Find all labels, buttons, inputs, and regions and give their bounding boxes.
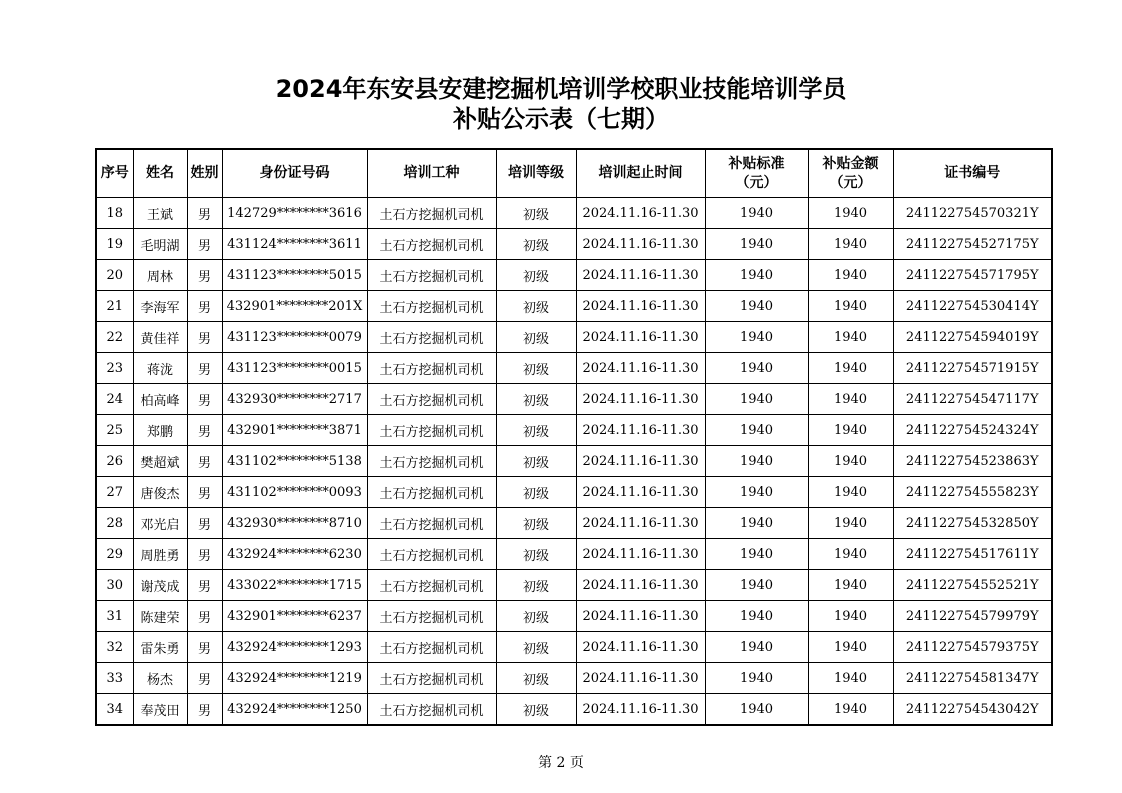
cell-amount: 1940 xyxy=(808,322,893,353)
cell-level: 初级 xyxy=(496,632,576,663)
cell-standard: 1940 xyxy=(705,601,808,632)
cell-level: 初级 xyxy=(496,477,576,508)
cell-gender: 男 xyxy=(187,353,222,384)
table-row xyxy=(96,260,1052,291)
cell-cert: 241122754552521Y xyxy=(893,570,1052,601)
cell-name: 王斌 xyxy=(133,198,187,229)
cell-cert: 241122754543042Y xyxy=(893,694,1052,726)
cell-trade: 土石方挖掘机司机 xyxy=(367,446,496,477)
cell-id: 431123********0015 xyxy=(222,353,367,384)
table-row xyxy=(96,291,1052,322)
cell-standard: 1940 xyxy=(705,508,808,539)
cell-amount: 1940 xyxy=(808,694,893,726)
cell-amount: 1940 xyxy=(808,477,893,508)
cell-name: 樊超斌 xyxy=(133,446,187,477)
cell-cert: 241122754527175Y xyxy=(893,229,1052,260)
cell-period: 2024.11.16-11.30 xyxy=(576,353,705,384)
cell-seq: 31 xyxy=(96,601,133,632)
cell-level: 初级 xyxy=(496,570,576,601)
cell-gender: 男 xyxy=(187,570,222,601)
cell-standard: 1940 xyxy=(705,570,808,601)
cell-gender: 男 xyxy=(187,694,222,726)
table-row xyxy=(96,663,1052,694)
cell-name: 黄佳祥 xyxy=(133,322,187,353)
cell-trade: 土石方挖掘机司机 xyxy=(367,291,496,322)
cell-cert: 241122754532850Y xyxy=(893,508,1052,539)
cell-id: 432930********2717 xyxy=(222,384,367,415)
cell-id: 432924********1293 xyxy=(222,632,367,663)
cell-standard: 1940 xyxy=(705,415,808,446)
cell-trade: 土石方挖掘机司机 xyxy=(367,632,496,663)
cell-amount: 1940 xyxy=(808,663,893,694)
cell-amount: 1940 xyxy=(808,198,893,229)
cell-gender: 男 xyxy=(187,601,222,632)
cell-seq: 29 xyxy=(96,539,133,570)
cell-amount: 1940 xyxy=(808,229,893,260)
cell-cert: 241122754555823Y xyxy=(893,477,1052,508)
table-row xyxy=(96,446,1052,477)
cell-trade: 土石方挖掘机司机 xyxy=(367,477,496,508)
cell-trade: 土石方挖掘机司机 xyxy=(367,508,496,539)
header-amount-line-2: （元） xyxy=(829,174,872,191)
cell-name: 柏高峰 xyxy=(133,384,187,415)
cell-name: 谢茂成 xyxy=(133,570,187,601)
cell-trade: 土石方挖掘机司机 xyxy=(367,198,496,229)
cell-gender: 男 xyxy=(187,260,222,291)
cell-trade: 土石方挖掘机司机 xyxy=(367,415,496,446)
cell-trade: 土石方挖掘机司机 xyxy=(367,322,496,353)
cell-period: 2024.11.16-11.30 xyxy=(576,229,705,260)
cell-level: 初级 xyxy=(496,446,576,477)
cell-standard: 1940 xyxy=(705,477,808,508)
cell-id: 431124********3611 xyxy=(222,229,367,260)
cell-name: 雷朱勇 xyxy=(133,632,187,663)
cell-id: 432901********201X xyxy=(222,291,367,322)
cell-id: 433022********1715 xyxy=(222,570,367,601)
cell-period: 2024.11.16-11.30 xyxy=(576,539,705,570)
cell-amount: 1940 xyxy=(808,446,893,477)
cell-trade: 土石方挖掘机司机 xyxy=(367,663,496,694)
header-standard xyxy=(705,149,808,198)
cell-period: 2024.11.16-11.30 xyxy=(576,508,705,539)
cell-gender: 男 xyxy=(187,322,222,353)
cell-gender: 男 xyxy=(187,663,222,694)
table-row xyxy=(96,477,1052,508)
cell-trade: 土石方挖掘机司机 xyxy=(367,694,496,726)
cell-seq: 18 xyxy=(96,198,133,229)
cell-cert: 241122754530414Y xyxy=(893,291,1052,322)
cell-amount: 1940 xyxy=(808,508,893,539)
cell-period: 2024.11.16-11.30 xyxy=(576,632,705,663)
cell-cert: 241122754517611Y xyxy=(893,539,1052,570)
cell-seq: 21 xyxy=(96,291,133,322)
cell-gender: 男 xyxy=(187,198,222,229)
cell-level: 初级 xyxy=(496,260,576,291)
header-id: 身份证号码 xyxy=(222,149,367,198)
cell-amount: 1940 xyxy=(808,601,893,632)
cell-period: 2024.11.16-11.30 xyxy=(576,570,705,601)
cell-amount: 1940 xyxy=(808,632,893,663)
cell-level: 初级 xyxy=(496,291,576,322)
cell-amount: 1940 xyxy=(808,353,893,384)
cell-period: 2024.11.16-11.30 xyxy=(576,694,705,726)
cell-cert: 241122754524324Y xyxy=(893,415,1052,446)
cell-period: 2024.11.16-11.30 xyxy=(576,477,705,508)
cell-name: 奉茂田 xyxy=(133,694,187,726)
cell-name: 杨杰 xyxy=(133,663,187,694)
table-row xyxy=(96,415,1052,446)
cell-period: 2024.11.16-11.30 xyxy=(576,260,705,291)
subsidy-table xyxy=(95,148,1053,726)
cell-cert: 241122754571915Y xyxy=(893,353,1052,384)
header-name: 姓名 xyxy=(133,149,187,198)
header-trade: 培训工种 xyxy=(367,149,496,198)
cell-id: 431102********5138 xyxy=(222,446,367,477)
cell-period: 2024.11.16-11.30 xyxy=(576,601,705,632)
cell-cert: 241122754571795Y xyxy=(893,260,1052,291)
cell-id: 432924********1219 xyxy=(222,663,367,694)
cell-name: 邓光启 xyxy=(133,508,187,539)
cell-gender: 男 xyxy=(187,384,222,415)
cell-seq: 34 xyxy=(96,694,133,726)
cell-seq: 33 xyxy=(96,663,133,694)
header-standard-line-1: 补贴标准 xyxy=(728,155,785,172)
table-row xyxy=(96,198,1052,229)
table-row xyxy=(96,229,1052,260)
cell-seq: 26 xyxy=(96,446,133,477)
cell-name: 陈建荣 xyxy=(133,601,187,632)
header-seq: 序号 xyxy=(96,149,133,198)
table-body xyxy=(96,198,1052,726)
cell-level: 初级 xyxy=(496,384,576,415)
header-cert: 证书编号 xyxy=(893,149,1052,198)
cell-standard: 1940 xyxy=(705,694,808,726)
header-level: 培训等级 xyxy=(496,149,576,198)
cell-seq: 22 xyxy=(96,322,133,353)
cell-cert: 241122754579375Y xyxy=(893,632,1052,663)
cell-standard: 1940 xyxy=(705,198,808,229)
table-row xyxy=(96,694,1052,726)
cell-gender: 男 xyxy=(187,229,222,260)
document-title-line-1: 2024年东安县安建挖掘机培训学校职业技能培训学员 xyxy=(275,75,847,103)
cell-amount: 1940 xyxy=(808,570,893,601)
table-row xyxy=(96,601,1052,632)
cell-trade: 土石方挖掘机司机 xyxy=(367,260,496,291)
cell-seq: 27 xyxy=(96,477,133,508)
header-gender: 姓别 xyxy=(187,149,222,198)
cell-name: 李海军 xyxy=(133,291,187,322)
cell-standard: 1940 xyxy=(705,663,808,694)
cell-name: 毛明湖 xyxy=(133,229,187,260)
cell-period: 2024.11.16-11.30 xyxy=(576,384,705,415)
cell-amount: 1940 xyxy=(808,260,893,291)
cell-amount: 1940 xyxy=(808,415,893,446)
cell-amount: 1940 xyxy=(808,539,893,570)
cell-period: 2024.11.16-11.30 xyxy=(576,322,705,353)
cell-standard: 1940 xyxy=(705,229,808,260)
cell-standard: 1940 xyxy=(705,322,808,353)
cell-seq: 20 xyxy=(96,260,133,291)
cell-gender: 男 xyxy=(187,415,222,446)
cell-id: 432901********6237 xyxy=(222,601,367,632)
cell-level: 初级 xyxy=(496,322,576,353)
table-row xyxy=(96,508,1052,539)
document-title-line-2: 补贴公示表（七期） xyxy=(453,105,669,133)
cell-gender: 男 xyxy=(187,477,222,508)
cell-id: 431123********5015 xyxy=(222,260,367,291)
cell-gender: 男 xyxy=(187,539,222,570)
cell-standard: 1940 xyxy=(705,353,808,384)
cell-name: 郑鹏 xyxy=(133,415,187,446)
cell-level: 初级 xyxy=(496,353,576,384)
header-amount-line-1: 补贴金额 xyxy=(822,155,879,172)
page-number: 第 2 页 xyxy=(538,755,584,771)
cell-id: 432901********3871 xyxy=(222,415,367,446)
cell-trade: 土石方挖掘机司机 xyxy=(367,601,496,632)
cell-standard: 1940 xyxy=(705,291,808,322)
cell-seq: 32 xyxy=(96,632,133,663)
cell-standard: 1940 xyxy=(705,384,808,415)
cell-level: 初级 xyxy=(496,229,576,260)
cell-id: 432924********6230 xyxy=(222,539,367,570)
cell-cert: 241122754594019Y xyxy=(893,322,1052,353)
cell-seq: 19 xyxy=(96,229,133,260)
cell-name: 周胜勇 xyxy=(133,539,187,570)
cell-id: 431123********0079 xyxy=(222,322,367,353)
cell-period: 2024.11.16-11.30 xyxy=(576,415,705,446)
cell-trade: 土石方挖掘机司机 xyxy=(367,539,496,570)
cell-name: 蒋泷 xyxy=(133,353,187,384)
cell-amount: 1940 xyxy=(808,291,893,322)
cell-seq: 24 xyxy=(96,384,133,415)
header-period: 培训起止时间 xyxy=(576,149,705,198)
cell-cert: 241122754581347Y xyxy=(893,663,1052,694)
cell-gender: 男 xyxy=(187,508,222,539)
cell-name: 唐俊杰 xyxy=(133,477,187,508)
cell-id: 432924********1250 xyxy=(222,694,367,726)
cell-gender: 男 xyxy=(187,446,222,477)
header-standard-line-2: （元） xyxy=(735,174,778,191)
cell-level: 初级 xyxy=(496,198,576,229)
cell-period: 2024.11.16-11.30 xyxy=(576,198,705,229)
cell-level: 初级 xyxy=(496,415,576,446)
cell-name: 周林 xyxy=(133,260,187,291)
cell-seq: 28 xyxy=(96,508,133,539)
cell-standard: 1940 xyxy=(705,446,808,477)
cell-cert: 241122754523863Y xyxy=(893,446,1052,477)
cell-trade: 土石方挖掘机司机 xyxy=(367,353,496,384)
table-row xyxy=(96,322,1052,353)
cell-id: 432930********8710 xyxy=(222,508,367,539)
cell-trade: 土石方挖掘机司机 xyxy=(367,570,496,601)
table-row xyxy=(96,384,1052,415)
cell-gender: 男 xyxy=(187,291,222,322)
header-row xyxy=(96,149,1052,198)
cell-seq: 23 xyxy=(96,353,133,384)
cell-period: 2024.11.16-11.30 xyxy=(576,446,705,477)
cell-trade: 土石方挖掘机司机 xyxy=(367,229,496,260)
cell-period: 2024.11.16-11.30 xyxy=(576,291,705,322)
cell-standard: 1940 xyxy=(705,632,808,663)
cell-cert: 241122754570321Y xyxy=(893,198,1052,229)
cell-level: 初级 xyxy=(496,601,576,632)
table-row xyxy=(96,570,1052,601)
cell-seq: 25 xyxy=(96,415,133,446)
header-amount xyxy=(808,149,893,198)
cell-standard: 1940 xyxy=(705,539,808,570)
cell-seq: 30 xyxy=(96,570,133,601)
table-row xyxy=(96,353,1052,384)
cell-period: 2024.11.16-11.30 xyxy=(576,663,705,694)
cell-amount: 1940 xyxy=(808,384,893,415)
table-row xyxy=(96,539,1052,570)
cell-level: 初级 xyxy=(496,694,576,726)
cell-level: 初级 xyxy=(496,663,576,694)
cell-level: 初级 xyxy=(496,508,576,539)
table-row xyxy=(96,632,1052,663)
cell-cert: 241122754547117Y xyxy=(893,384,1052,415)
cell-gender: 男 xyxy=(187,632,222,663)
cell-id: 142729********3616 xyxy=(222,198,367,229)
cell-cert: 241122754579979Y xyxy=(893,601,1052,632)
cell-trade: 土石方挖掘机司机 xyxy=(367,384,496,415)
cell-id: 431102********0093 xyxy=(222,477,367,508)
cell-level: 初级 xyxy=(496,539,576,570)
cell-standard: 1940 xyxy=(705,260,808,291)
